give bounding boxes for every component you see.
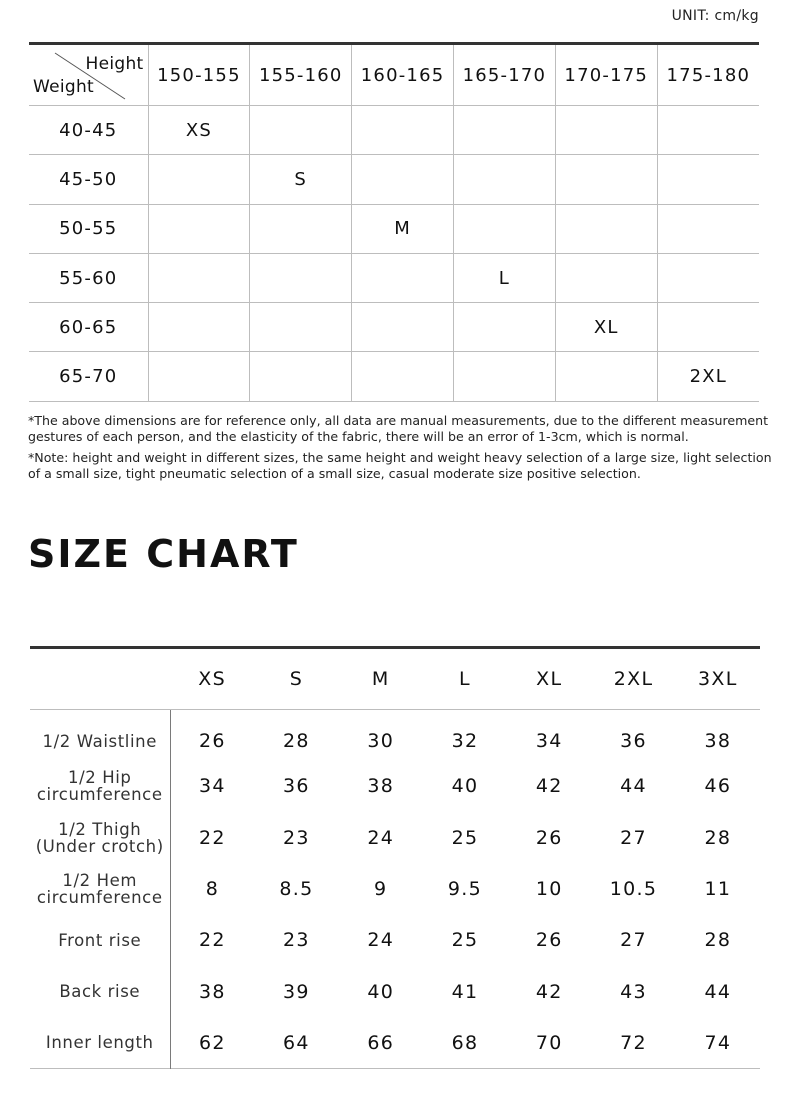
measurement-value: 44 (620, 775, 647, 798)
measurement-value: 40 (451, 775, 479, 798)
measurement-value: 27 (620, 929, 647, 952)
size-cell: XS (148, 106, 250, 155)
measurement-row (30, 1017, 760, 1068)
size-cell (453, 303, 555, 352)
size-cell (657, 303, 759, 352)
weight-range-cell: 45-50 (29, 155, 148, 204)
size-cell (453, 155, 555, 204)
measurement-row (30, 710, 760, 761)
size-header: L (423, 648, 507, 710)
measurement-value: 44 (704, 980, 732, 1003)
measurement-value: 36 (620, 730, 647, 753)
measurement-value: 38 (704, 730, 732, 753)
measurement-value: 25 (451, 826, 479, 849)
height-range-header: 165-170 (453, 44, 555, 106)
weight-range-cell: 50-55 (29, 204, 148, 253)
size-header: M (339, 648, 423, 710)
size-cell (148, 155, 250, 204)
size-cell: M (352, 204, 454, 253)
measurement-value: 39 (283, 980, 310, 1003)
size-cell (657, 106, 759, 155)
measurement-value: 11 (704, 878, 732, 901)
size-cell (250, 303, 352, 352)
size-cell (657, 253, 759, 302)
note-reference: *The above dimensions are for reference only, all data are manual measurements, due to the different measurement gestures of each person, and the elasticity of the fabric, there will be an error of 1-3cm, which is normal. (28, 413, 769, 444)
size-header: 2XL (591, 648, 675, 710)
measurement-value: 26 (535, 929, 563, 952)
measurement-value: 68 (451, 1031, 479, 1054)
size-cell (352, 303, 454, 352)
measurement-value: 64 (283, 1031, 310, 1054)
measurement-value: 23 (283, 826, 310, 849)
size-cell (657, 155, 759, 204)
measurement-value: 40 (367, 980, 395, 1003)
measurement-value: 42 (535, 775, 563, 798)
recommendation-row (29, 204, 759, 253)
weight-range-cell: 60-65 (29, 303, 148, 352)
height-range-header: 175-180 (657, 44, 759, 106)
recommendation-row (29, 106, 759, 155)
size-cell (657, 204, 759, 253)
size-cell (148, 204, 250, 253)
size-cell (453, 204, 555, 253)
size-cell: L (453, 253, 555, 302)
size-header: S (254, 648, 338, 710)
size-cell: 2XL (657, 352, 759, 401)
measurement-value: 10.5 (609, 878, 658, 901)
measurement-value: 34 (535, 730, 563, 753)
size-cell (148, 253, 250, 302)
size-cell: XL (555, 303, 657, 352)
measurement-row (30, 761, 760, 812)
recommendation-row (29, 352, 759, 401)
measurement-row (30, 966, 760, 1017)
size-cell: S (250, 155, 352, 204)
size-cell (352, 352, 454, 401)
measurement-value: 70 (535, 1031, 563, 1054)
size-cell (352, 155, 454, 204)
note-selection: *Note: height and weight in different sizes, the same height and weight heavy selection of a large size, light selection of a small size, tight pneumatic selection of a small size, casual moderate size positive selection. (28, 450, 772, 482)
measurement-value: 23 (283, 929, 310, 952)
corner-cell (29, 44, 148, 106)
size-header-row (30, 648, 760, 710)
height-range-header: 155-160 (250, 44, 352, 106)
measurement-value: 30 (367, 730, 395, 753)
height-range-header: 170-175 (555, 44, 657, 106)
measurement-value: 28 (704, 826, 732, 849)
size-cell (555, 253, 657, 302)
measurement-value: 9 (374, 878, 388, 901)
measurement-row (30, 812, 760, 863)
measurement-value: 8.5 (279, 878, 314, 901)
size-cell (555, 106, 657, 155)
notes (28, 413, 780, 488)
measurement-value: 22 (199, 929, 226, 952)
size-chart-table (30, 646, 760, 1069)
weight-range-cell: 55-60 (29, 253, 148, 302)
measurement-label: 1/2 Thigh (Under crotch) (30, 812, 170, 863)
size-cell (148, 352, 250, 401)
measurement-value: 22 (199, 826, 226, 849)
measurement-value: 32 (451, 730, 479, 753)
weight-axis-label: Weight (33, 77, 95, 97)
measurement-value: 24 (367, 929, 395, 952)
size-header: XS (170, 648, 254, 710)
measurement-value: 24 (367, 826, 395, 849)
measurement-row (30, 915, 760, 966)
measurement-label: 1/2 Waistline (30, 710, 170, 761)
size-cell (250, 352, 352, 401)
measurement-value: 66 (367, 1031, 395, 1054)
measurement-label: 1/2 Hem circumference (30, 863, 170, 914)
size-cell (250, 106, 352, 155)
height-axis-label: Height (85, 54, 144, 74)
weight-range-cell: 40-45 (29, 106, 148, 155)
measurement-value: 28 (704, 929, 732, 952)
recommendation-header-row (29, 44, 759, 106)
measurement-value: 28 (283, 730, 310, 753)
weight-range-cell: 65-70 (29, 352, 148, 401)
measurement-label: Back rise (30, 966, 170, 1017)
measurement-value: 72 (620, 1031, 647, 1054)
measurement-value: 41 (451, 980, 479, 1003)
recommendation-row (29, 155, 759, 204)
measurement-value: 42 (535, 980, 563, 1003)
size-header: 3XL (676, 648, 760, 710)
size-cell (250, 253, 352, 302)
measurement-label: Front rise (30, 915, 170, 966)
size-cell (250, 204, 352, 253)
size-header: XL (507, 648, 591, 710)
size-cell (555, 155, 657, 204)
recommendation-row (29, 253, 759, 302)
size-cell (352, 106, 454, 155)
measurement-row (30, 863, 760, 914)
measurement-value: 43 (620, 980, 647, 1003)
size-cell (453, 352, 555, 401)
measurement-value: 8 (205, 878, 220, 901)
height-range-header: 160-165 (352, 44, 454, 106)
measurement-value: 27 (620, 826, 647, 849)
measurement-value: 38 (199, 980, 226, 1003)
size-cell (352, 253, 454, 302)
size-cell (555, 204, 657, 253)
height-range-header: 150-155 (148, 44, 250, 106)
recommendation-row (29, 303, 759, 352)
measurement-label: 1/2 Hip circumference (30, 761, 170, 812)
measurement-value: 26 (199, 730, 226, 753)
measurement-value: 38 (367, 775, 395, 798)
measurement-value: 10 (535, 878, 563, 901)
size-cell (148, 303, 250, 352)
measurement-value: 25 (451, 929, 479, 952)
measurement-value: 9.5 (447, 878, 483, 901)
measurement-value: 34 (199, 775, 226, 798)
measurement-value: 74 (704, 1031, 732, 1054)
unit-label: UNIT: cm/kg (671, 8, 759, 24)
empty-header-cell (30, 648, 170, 710)
measurement-value: 36 (283, 775, 310, 798)
measurement-label: Inner length (30, 1017, 170, 1068)
size-cell (555, 352, 657, 401)
page-title: SIZE CHART (28, 532, 299, 576)
measurement-value: 62 (199, 1031, 226, 1054)
size-recommendation-table (29, 42, 759, 402)
measurement-value: 26 (535, 826, 563, 849)
size-cell (453, 106, 555, 155)
measurement-value: 46 (704, 775, 732, 798)
